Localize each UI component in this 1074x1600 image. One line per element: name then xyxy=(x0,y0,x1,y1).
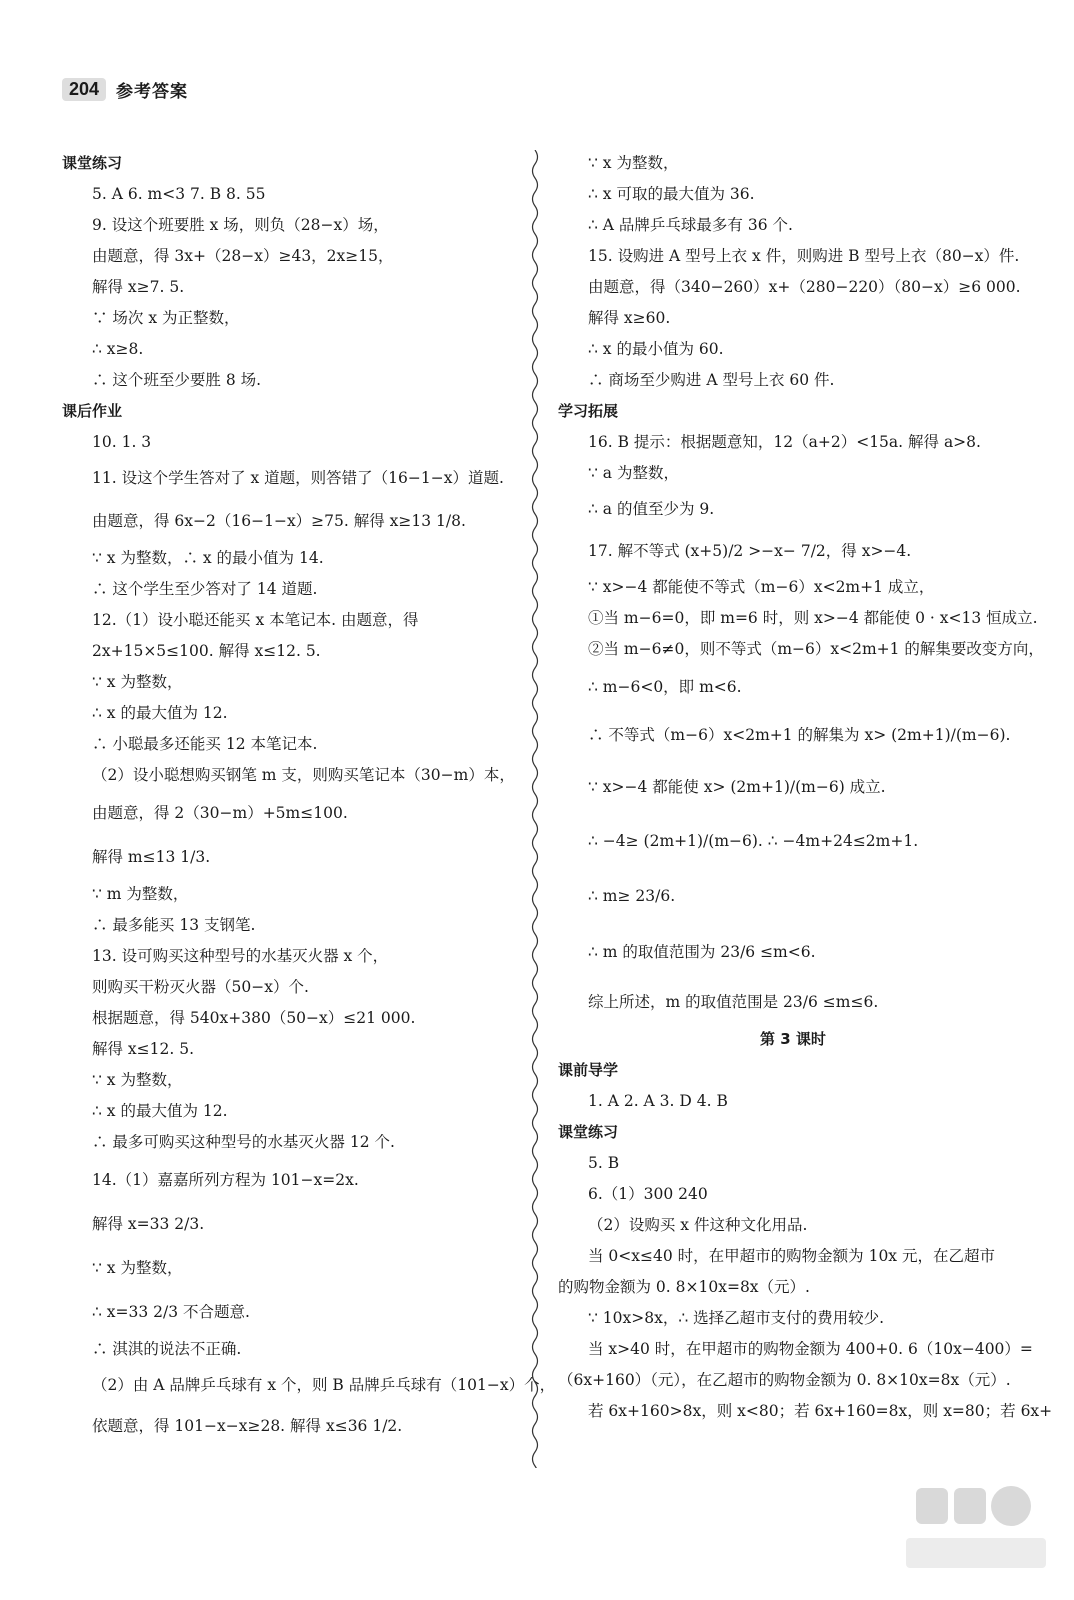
answer-line: 的购物金额为 0. 8×10x=8x（元）. xyxy=(558,1278,810,1296)
answer-line: 当 x>40 时，在甲超市的购物金额为 400+0. 6（10x−400）= xyxy=(588,1340,1033,1358)
answer-line: 解得 x≥60. xyxy=(588,309,671,327)
answer-line: ∵ x 为整数，∴ x 的最小值为 14. xyxy=(92,549,324,567)
answer-line: ∵ x 为整数， xyxy=(92,1259,183,1277)
section-heading: 课后作业 xyxy=(62,402,123,420)
watermark-logo xyxy=(886,1478,1056,1578)
answer-line: ∴ 这个班至少要胜 8 场. xyxy=(92,371,262,389)
answer-line: （2）由 A 品牌乒乓球有 x 个，则 B 品牌乒乓球有（101−x）个， xyxy=(92,1376,556,1394)
answer-line: ①当 m−6=0，即 m=6 时，则 x>−4 都能使 0 · x<13 恒成立. xyxy=(588,609,1038,627)
answer-line: 5. A 6. m<3 7. B 8. 55 xyxy=(92,185,266,203)
answer-line: 根据题意，得 540x+380（50−x）≤21 000. xyxy=(92,1009,416,1027)
answer-line: ∴ x 可取的最大值为 36. xyxy=(588,185,755,203)
answer-line: ∵ x>−4 都能使不等式（m−6）x<2m+1 成立， xyxy=(588,578,935,596)
answer-line: ②当 m−6≠0，则不等式（m−6）x<2m+1 的解集要改变方向， xyxy=(588,640,1044,658)
answer-line: 2x+15×5≤100. 解得 x≤12. 5. xyxy=(92,642,321,660)
answer-line: ∵ x>−4 都能使 x> (2m+1)/(m−6) 成立. xyxy=(588,778,886,796)
answer-line: （2）设购买 x 件这种文化用品. xyxy=(588,1216,808,1234)
answer-line: 由题意，得 3x+（28−x）≥43，2x≥15， xyxy=(92,247,394,265)
answer-line: ∴ m 的取值范围为 23/6 ≤m<6. xyxy=(588,943,816,961)
answer-line: 由题意，得 6x−2（16−1−x）≥75. 解得 x≥13 1/8. xyxy=(92,512,466,530)
column-divider xyxy=(528,150,542,1468)
answer-line: 则购买干粉灭火器（50−x）个. xyxy=(92,978,309,996)
answer-line: 14.（1）嘉嘉所列方程为 101−x=2x. xyxy=(92,1171,359,1189)
answer-line: 依题意，得 101−x−x≥28. 解得 x≤36 1/2. xyxy=(92,1417,403,1435)
answer-line: ∴ A 品牌乒乓球最多有 36 个. xyxy=(588,216,793,234)
answer-line: 12.（1）设小聪还能买 x 本笔记本. 由题意，得 xyxy=(92,611,419,629)
page-number: 204 xyxy=(62,78,106,101)
left-column xyxy=(62,148,556,1446)
answer-line: 16. B 提示：根据题意知，12（a+2）<15a. 解得 a>8. xyxy=(588,433,981,451)
answer-line: ∴ x≥8. xyxy=(92,340,144,358)
answer-line: 6.（1）300 240 xyxy=(588,1185,708,1203)
answer-line: 9. 设这个班要胜 x 场，则负（28−x）场， xyxy=(92,216,389,234)
section-heading: 课堂练习 xyxy=(62,154,123,172)
answer-line: 解得 x≤12. 5. xyxy=(92,1040,195,1058)
page-header xyxy=(62,74,188,104)
answer-line: ∴ 最多能买 13 支钢笔. xyxy=(92,916,256,934)
answer-line: ∵ 10x>8x，∴ 选择乙超市支付的费用较少. xyxy=(588,1309,885,1327)
section-heading: 课堂练习 xyxy=(558,1123,619,1141)
answer-line: （2）设小聪想购买钢笔 m 支，则购买笔记本（30−m）本， xyxy=(92,766,515,784)
answer-line: 13. 设可购买这种型号的水基灭火器 x 个， xyxy=(92,947,389,965)
answer-line: ∴ 淇淇的说法不正确. xyxy=(92,1340,242,1358)
answer-line: ∵ x 为整数， xyxy=(92,1071,183,1089)
answer-line: ∴ 最多可购买这种型号的水基灭火器 12 个. xyxy=(92,1133,395,1151)
answer-line: 17. 解不等式 (x+5)/2 >−x− 7/2，得 x>−4. xyxy=(588,542,912,560)
answer-line: 第 3 课时 xyxy=(760,1030,826,1048)
answer-line: ∴ 不等式（m−6）x<2m+1 的解集为 x> (2m+1)/(m−6). xyxy=(588,726,1011,744)
answer-line: 由题意，得 2（30−m）+5m≤100. xyxy=(92,804,348,822)
answer-line: 解得 x≥7. 5. xyxy=(92,278,185,296)
answer-line: 综上所述，m 的取值范围是 23/6 ≤m≤6. xyxy=(588,993,879,1011)
answer-line: 若 6x+160>8x，则 x<80；若 6x+160=8x，则 x=80；若 6x+ xyxy=(588,1402,1053,1420)
answer-line: 由题意，得（340−260）x+（280−220）（80−x）≥6 000. xyxy=(588,278,1021,296)
page-title: 参考答案 xyxy=(116,81,189,102)
answer-line: 15. 设购进 A 型号上衣 x 件，则购进 B 型号上衣（80−x）件. xyxy=(588,247,1020,265)
answer-line: 10. 1. 3 xyxy=(92,433,152,451)
answer-line: ∴ m−6<0，即 m<6. xyxy=(588,678,742,696)
answer-line: 解得 m≤13 1/3. xyxy=(92,848,211,866)
answer-line: ∵ x 为整数， xyxy=(92,673,183,691)
section-heading: 课前导学 xyxy=(558,1061,619,1079)
answer-line: ∴ a 的值至少为 9. xyxy=(588,500,715,518)
answer-line: ∴ 小聪最多还能买 12 本笔记本. xyxy=(92,735,318,753)
answer-line: （6x+160）（元），在乙超市的购物金额为 0. 8×10x=8x（元）. xyxy=(558,1371,1011,1389)
answer-line: ∵ m 为整数， xyxy=(92,885,189,903)
answer-line: ∵ x 为整数， xyxy=(588,154,679,172)
answer-line: ∵ a 为整数， xyxy=(588,464,679,482)
answer-line: 1. A 2. A 3. D 4. B xyxy=(588,1092,728,1110)
answer-line: ∴ −4≥ (2m+1)/(m−6). ∴ −4m+24≤2m+1. xyxy=(588,832,919,850)
answer-line: ∴ x 的最大值为 12. xyxy=(92,1102,228,1120)
answer-line: ∴ 这个学生至少答对了 14 道题. xyxy=(92,580,318,598)
answer-line: ∴ x 的最大值为 12. xyxy=(92,704,228,722)
answer-line: ∴ 商场至少购进 A 型号上衣 60 件. xyxy=(588,371,835,389)
answer-line: ∴ x=33 2/3 不合题意. xyxy=(92,1303,250,1321)
answer-line: 11. 设这个学生答对了 x 道题，则答错了（16−1−x）道题. xyxy=(92,469,504,487)
answer-line: 解得 x=33 2/3. xyxy=(92,1215,205,1233)
answer-line: 当 0<x≤40 时，在甲超市的购物金额为 10x 元，在乙超市 xyxy=(588,1247,995,1265)
section-heading: 学习拓展 xyxy=(558,402,619,420)
right-column xyxy=(558,148,1053,1427)
answer-line: ∴ m≥ 23/6. xyxy=(588,887,676,905)
answer-line: ∵ 场次 x 为正整数， xyxy=(92,309,240,327)
answer-line: ∴ x 的最小值为 60. xyxy=(588,340,724,358)
answer-line: 5. B xyxy=(588,1154,620,1172)
